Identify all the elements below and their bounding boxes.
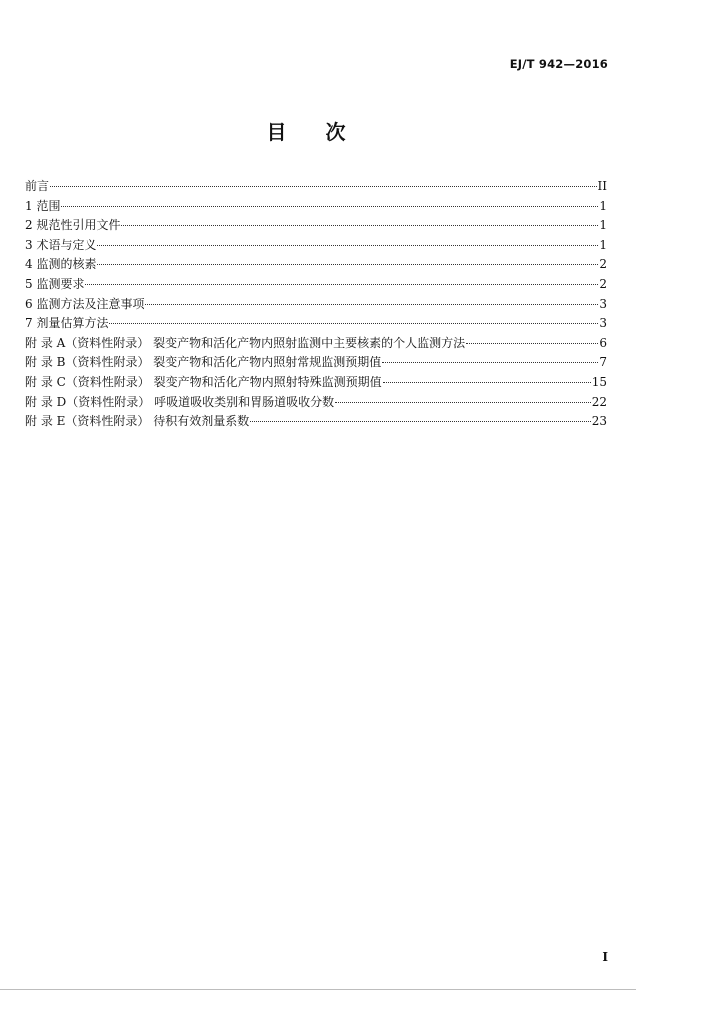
toc-entry-page: 2 [599,276,607,291]
toc-entry-label: 3 术语与定义 [25,237,97,252]
page-number: I [602,950,608,964]
toc-entry-foreword[interactable] [25,177,607,197]
toc-leader-dots [383,382,591,383]
toc-entry-page: II [597,179,607,193]
toc-entry-page: 1 [599,218,607,233]
toc-entry-page: 22 [591,394,607,409]
toc-leader-dots [85,284,598,285]
standard-code: EJ/T 942—2016 [509,57,608,71]
toc-leader-dots [145,304,598,305]
table-of-contents [25,177,607,432]
toc-entry-appendix-c[interactable] [25,373,607,393]
toc-entry-label: 前言 [25,179,50,193]
toc-entry-monitoring-requirements[interactable] [25,275,607,295]
toc-entry-page: 1 [599,198,607,213]
toc-leader-dots [382,362,598,363]
toc-entry-appendix-e[interactable] [25,412,607,432]
toc-entry-normative-references[interactable] [25,216,607,236]
toc-entry-terms-definitions[interactable] [25,236,607,256]
toc-leader-dots [335,402,591,403]
toc-entry-page: 3 [599,296,607,311]
toc-entry-label: 附 录 B（资料性附录） 裂变产物和活化产物内照射常规监测预期值 [25,355,382,370]
toc-entry-label: 5 监测要求 [25,276,85,291]
toc-entry-dose-estimation[interactable] [25,314,607,334]
page-title: 目 次 [266,120,362,144]
toc-leader-dots [97,245,598,246]
toc-entry-monitored-nuclides[interactable] [25,255,607,275]
toc-leader-dots [466,343,598,344]
toc-entry-monitoring-methods[interactable] [25,295,607,315]
toc-entry-label: 2 规范性引用文件 [25,218,121,233]
toc-entry-label: 6 监测方法及注意事项 [25,296,145,311]
toc-entry-label: 附 录 C（资料性附录） 裂变产物和活化产物内照射特殊监测预期值 [25,374,382,389]
toc-entry-label: 4 监测的核素 [25,257,97,272]
toc-entry-page: 1 [599,237,607,252]
toc-entry-appendix-b[interactable] [25,353,607,373]
toc-entry-label: 附 录 E（资料性附录） 待积有效剂量系数 [25,414,250,429]
toc-entry-scope[interactable] [25,197,607,217]
toc-entry-appendix-d[interactable] [25,393,607,413]
toc-entry-label: 附 录 D（资料性附录） 呼吸道吸收类别和胃肠道吸收分数 [25,394,335,409]
toc-leader-dots [250,421,591,422]
toc-entry-page: 2 [599,257,607,272]
toc-entry-page: 23 [591,414,607,429]
toc-leader-dots [121,225,598,226]
toc-entry-label: 附 录 A（资料性附录） 裂变产物和活化产物内照射监测中主要核素的个人监测方法 [25,335,466,350]
toc-entry-page: 6 [599,335,607,350]
toc-leader-dots [97,264,598,265]
toc-leader-dots [50,186,597,187]
toc-entry-label: 7 剂量估算方法 [25,316,109,331]
toc-entry-appendix-a[interactable] [25,334,607,354]
toc-entry-label: 1 范围 [25,198,61,213]
toc-entry-page: 7 [599,355,607,370]
toc-entry-page: 15 [591,374,607,389]
toc-entry-page: 3 [599,316,607,331]
toc-leader-dots [61,206,598,207]
toc-leader-dots [109,323,598,324]
page-bottom-divider [0,989,636,990]
